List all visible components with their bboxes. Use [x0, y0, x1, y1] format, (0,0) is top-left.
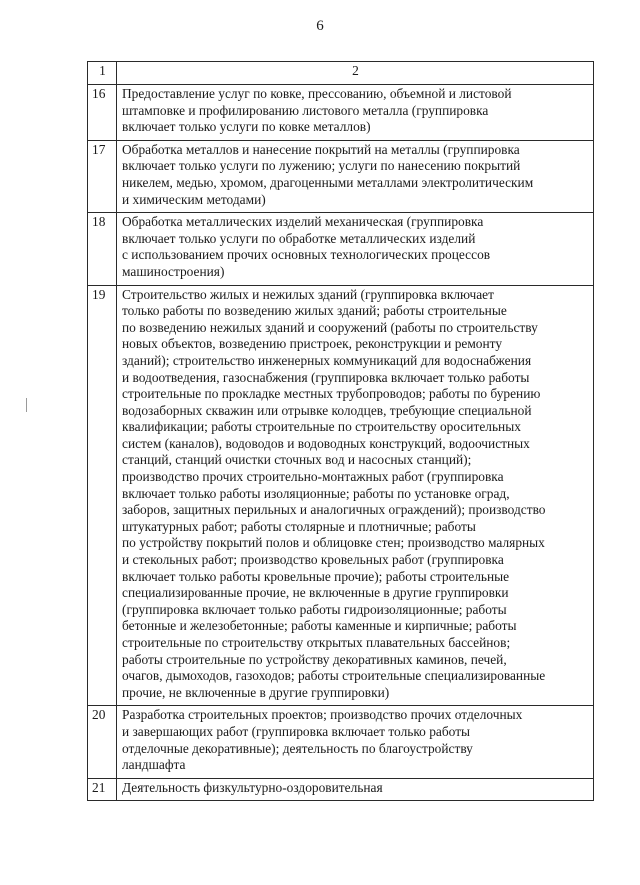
activities-table [87, 61, 594, 801]
row-number: 21 [88, 778, 117, 801]
table-row [88, 285, 594, 706]
row-number: 19 [88, 285, 117, 706]
row-text: Разработка строительных проектов; производство прочих отделочных и завершающих работ (группировка включает только работы отделочные декоративные); деятельность по благоустройству ландшафта [117, 706, 594, 778]
row-number: 18 [88, 213, 117, 285]
row-text: Предоставление услуг по ковке, прессованию, объемной и листовой штамповке и профилированию листового металла (группировка включает только услуги по ковке металлов) [117, 85, 594, 141]
margin-mark [26, 398, 31, 412]
header-cell-number: 1 [88, 62, 117, 85]
table-row [88, 213, 594, 285]
page-number: 6 [316, 18, 324, 34]
header-cell-description: 2 [117, 62, 594, 85]
row-text: Обработка металлических изделий механическая (группировка включает только услуги по обработке металлических изделий с использованием прочих основных технологических процессов машиностроения) [117, 213, 594, 285]
row-text: Обработка металлов и нанесение покрытий на металлы (группировка включает только услуги по лужению; услуги по нанесению покрытий никелем, медью, хромом, драгоценными металлами электролитическим и химическим методами) [117, 140, 594, 212]
table-header-row [88, 62, 594, 85]
table-row [88, 778, 594, 801]
row-number: 17 [88, 140, 117, 212]
table-row [88, 85, 594, 141]
row-text: Строительство жилых и нежилых зданий (группировка включает только работы по возведению жилых зданий; работы строительные по возведению нежилых зданий и сооружений (работы по строительству новых объектов, возведению пристроек, реконструкции и ремонту зданий); строительство инженерных коммуникаций для водоснабжения и водоотведения, газоснабжения (группировка включает только работы строительные по прокладке местных трубопроводов; работы по бурению водозаборных скважин или отрывке колодцев, требующие специальной квалификации; работы строительные по строительству оросительных систем (каналов), водоводов и водоводных конструкций, водоочистных станций, станций очистки сточных вод и насосных станций); производство прочих строительно-монтажных работ (группировка включает только работы изоляционные; работы по установке оград, заборов, защитных перильных и аналогичных ограждений); производство штукатурных работ; работы столярные и плотничные; работы по устройству покрытий полов и облицовке стен; производство малярных и стекольных работ; производство кровельных работ (группировка включает только работы кровельные прочие); работы строительные специализированные прочие, не включенные в другие группировки (группировка включает только работы гидроизоляционные; работы бетонные и железобетонные; работы каменные и кирпичные; работы строительные по строительству открытых плавательных бассейнов; работы строительные по устройству декоративных каминов, печей, очагов, дымоходов, газоходов; работы строительные специализированные прочие, не включенные в другие группировки) [117, 285, 594, 706]
row-number: 16 [88, 85, 117, 141]
table-row [88, 706, 594, 778]
row-number: 20 [88, 706, 117, 778]
row-text: Деятельность физкультурно-оздоровительная [117, 778, 594, 801]
table-row [88, 140, 594, 212]
